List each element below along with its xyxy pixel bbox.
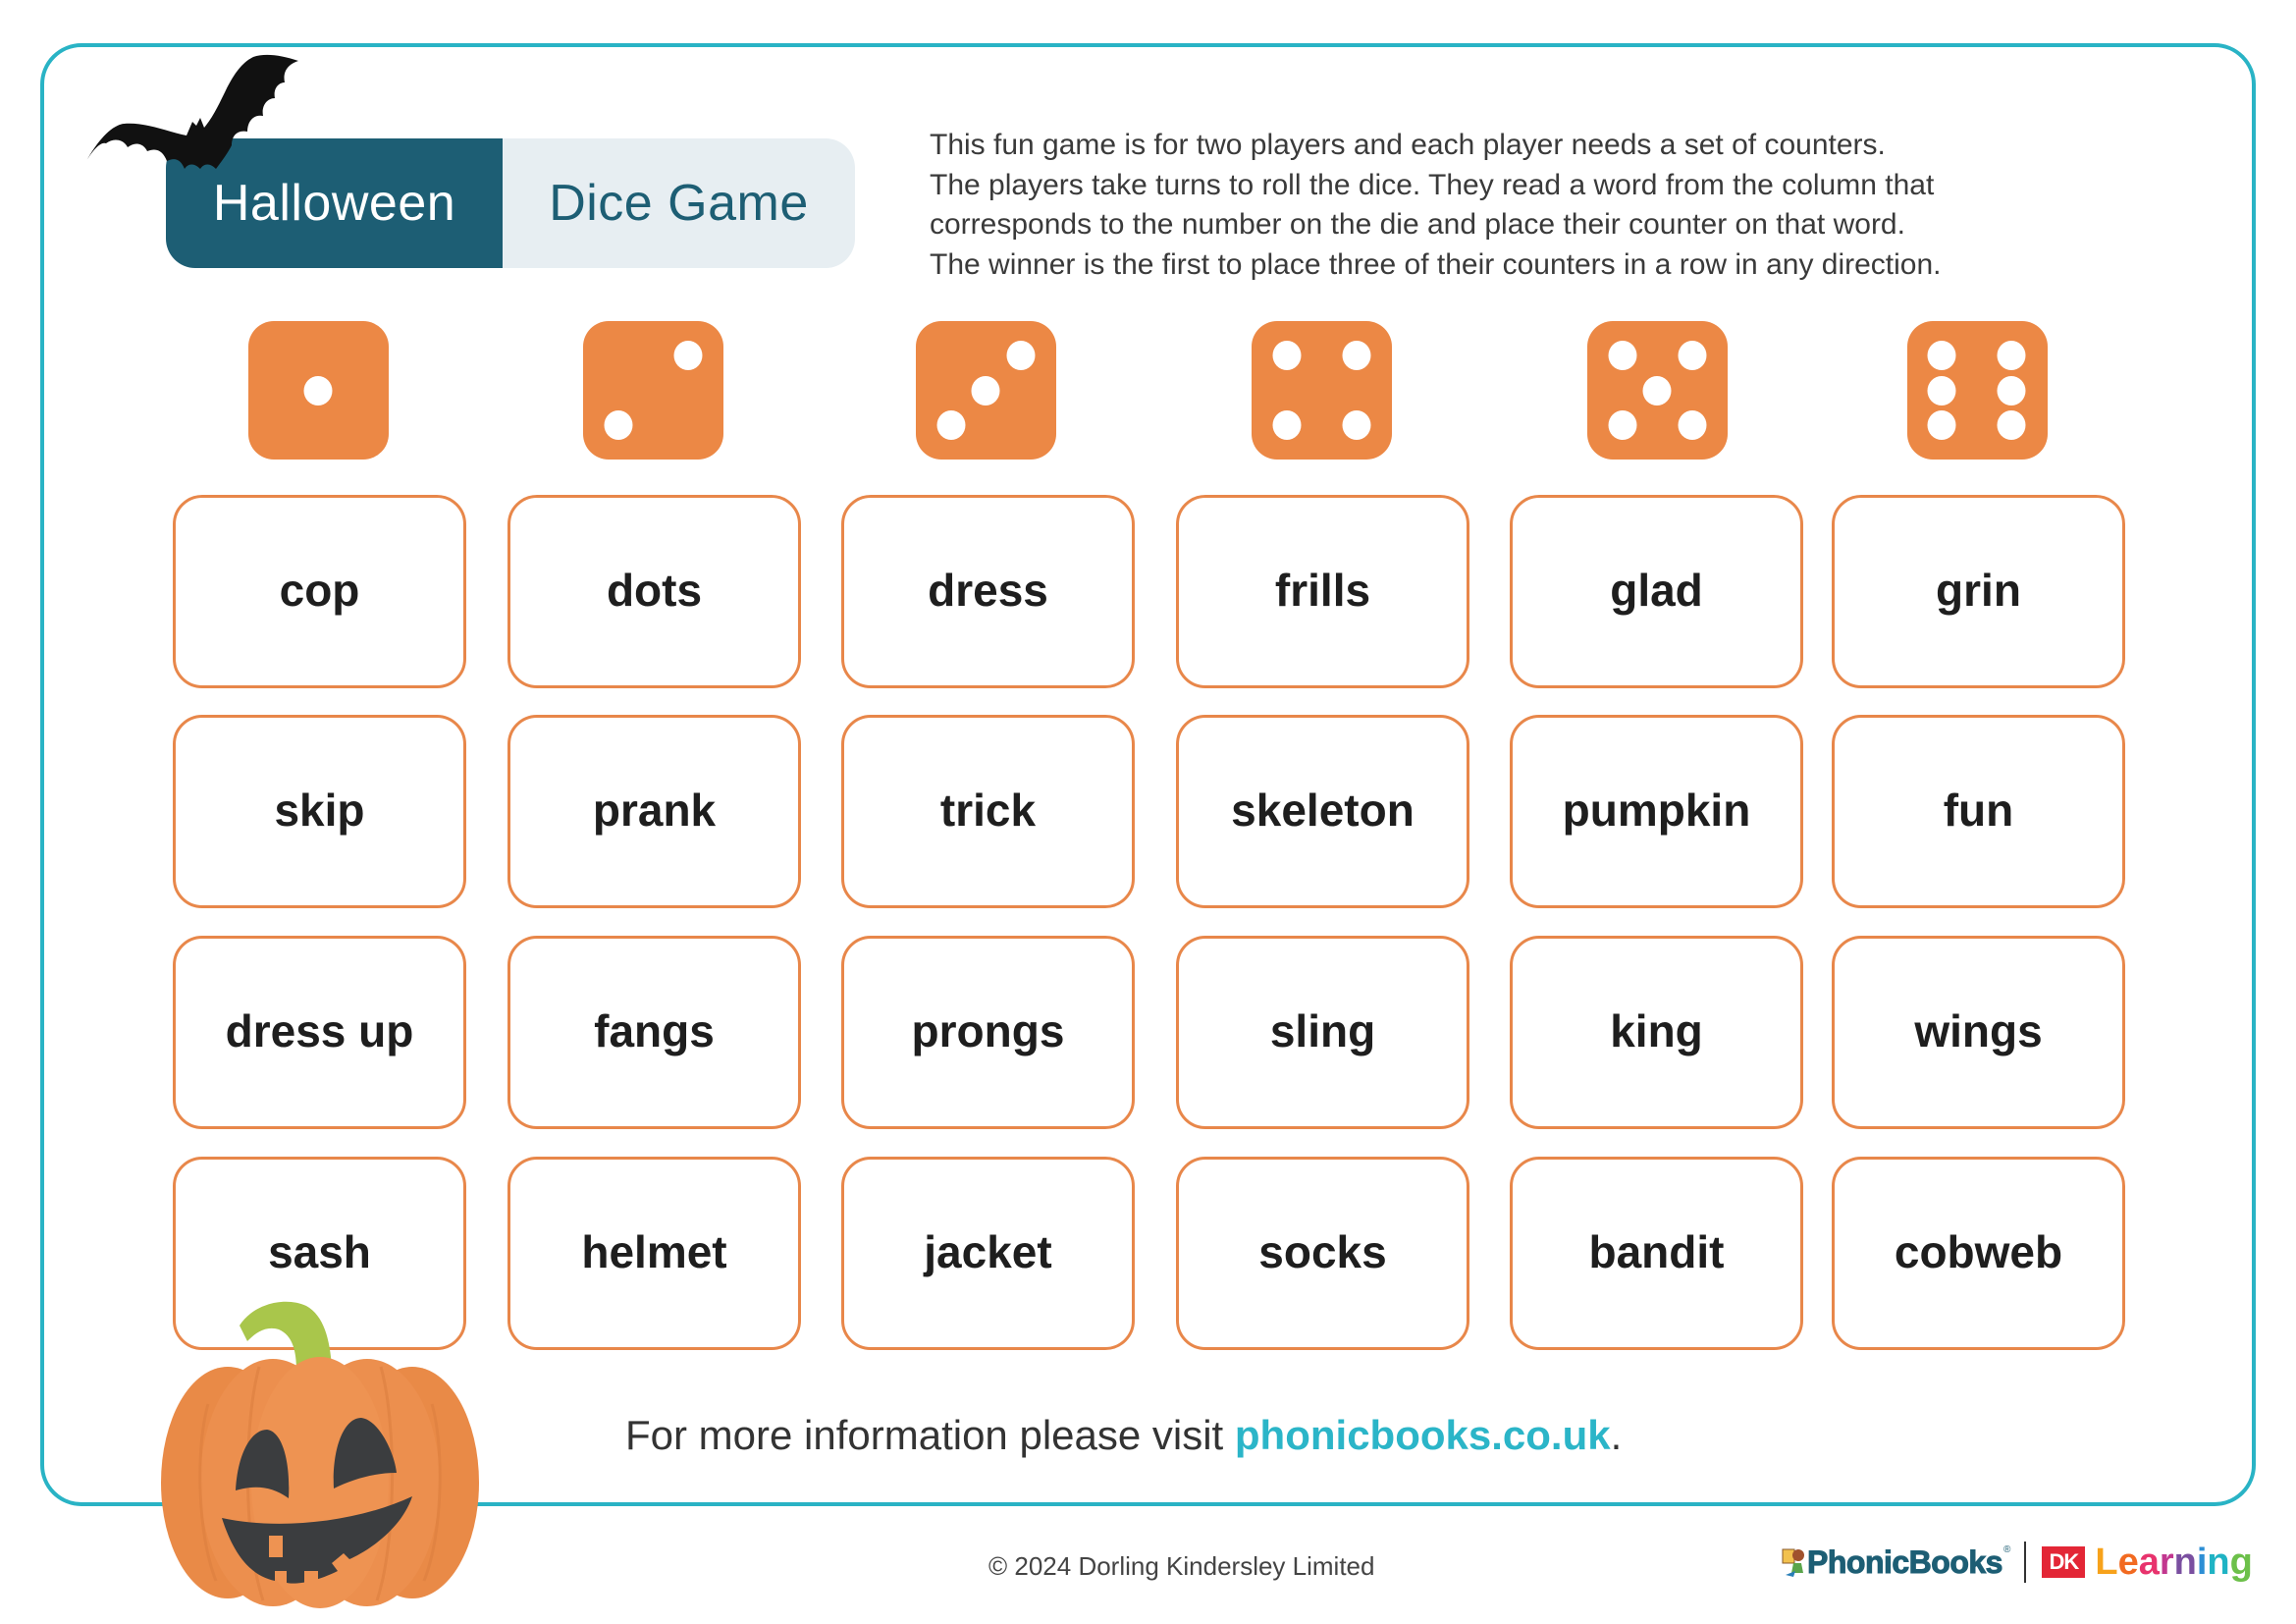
copyright: © 2024 Dorling Kindersley Limited [988, 1551, 1375, 1581]
phonicbooks-mascot-icon [1782, 1545, 1807, 1579]
word-card[interactable] [841, 936, 1135, 1129]
instructions [930, 126, 2108, 285]
pip [1679, 410, 1707, 440]
instructions-line: The players take turns to roll the dice. They read a word from the column that [930, 168, 1935, 201]
learning-letter: a [2138, 1541, 2160, 1583]
die-one-icon [248, 321, 389, 460]
learning-letter: n [2173, 1541, 2197, 1583]
title-halloween: Halloween [166, 138, 503, 268]
pip [1273, 410, 1302, 440]
pip [1928, 410, 1956, 440]
instructions-line: The winner is the first to place three of their counters in a row in any direction. [930, 247, 1942, 281]
word-card[interactable] [1832, 715, 2125, 908]
word-card[interactable] [507, 715, 801, 908]
pip [1609, 341, 1637, 370]
pip [1928, 341, 1956, 370]
word-label: glad [1610, 564, 1703, 616]
publisher-logos [1782, 1538, 2253, 1587]
word-label: pumpkin [1562, 784, 1751, 836]
word-label: cop [279, 564, 360, 616]
word-card[interactable] [1176, 1157, 1469, 1350]
die-two-icon [583, 321, 723, 460]
word-card[interactable] [507, 1157, 801, 1350]
instructions-line: corresponds to the number on the die and place their counter on that word. [930, 208, 1905, 241]
word-card[interactable] [507, 936, 801, 1129]
word-label: king [1610, 1004, 1703, 1056]
word-card[interactable] [1832, 936, 2125, 1129]
word-card[interactable] [1510, 495, 1803, 688]
registered-mark: ® [2002, 1543, 2011, 1555]
learning-letter: e [2117, 1541, 2139, 1583]
pip [1273, 341, 1302, 370]
word-label: skip [274, 784, 365, 836]
pip [1343, 341, 1371, 370]
jack-o-lantern-icon [157, 1296, 483, 1614]
word-label: helmet [581, 1225, 727, 1277]
word-label: sling [1269, 1004, 1376, 1056]
pip [1998, 410, 2026, 440]
instructions-line: This fun game is for two players and each player needs a set of counters. [930, 129, 1886, 161]
title-dice-game: Dice Game [503, 138, 855, 268]
word-card[interactable] [1176, 936, 1469, 1129]
word-label: dress up [225, 1004, 414, 1056]
word-card[interactable] [1832, 495, 2125, 688]
pip [1679, 341, 1707, 370]
pip [937, 410, 966, 440]
learning-letter: n [2207, 1541, 2230, 1583]
word-label: skeleton [1231, 784, 1415, 836]
die-five-icon [1587, 321, 1728, 460]
word-card[interactable] [173, 936, 466, 1129]
word-label: wings [1914, 1004, 2043, 1056]
learning-letter: i [2196, 1541, 2208, 1583]
word-card[interactable] [1832, 1157, 2125, 1350]
dk-logo: DK [2042, 1546, 2085, 1578]
word-label: fangs [594, 1004, 715, 1056]
phonicbooks-logo [1782, 1544, 2010, 1581]
pip [972, 376, 1000, 406]
word-label: prank [592, 784, 717, 836]
die-six-icon [1907, 321, 2048, 460]
word-card[interactable] [173, 715, 466, 908]
learning-logo-text [2095, 1542, 2253, 1584]
pip [1007, 341, 1036, 370]
pip [304, 376, 333, 406]
word-card[interactable] [1176, 495, 1469, 688]
word-label: dots [606, 564, 703, 616]
word-label: cobweb [1894, 1225, 2063, 1277]
word-card[interactable] [1510, 936, 1803, 1129]
word-card[interactable] [1510, 715, 1803, 908]
learning-letter: r [2159, 1541, 2174, 1583]
word-label: fun [1943, 784, 2014, 836]
word-card[interactable] [841, 495, 1135, 688]
more-info-suffix: . [1610, 1412, 1623, 1458]
word-label: trick [939, 784, 1037, 836]
word-card[interactable] [841, 715, 1135, 908]
more-info-text [625, 1412, 1622, 1459]
word-card[interactable] [841, 1157, 1135, 1350]
logo-divider [2024, 1542, 2026, 1583]
pip [1998, 341, 2026, 370]
word-card[interactable] [1176, 715, 1469, 908]
bat-icon [84, 53, 302, 177]
word-label: grin [1936, 564, 2021, 616]
pip [1928, 376, 1956, 406]
word-label: frills [1274, 564, 1371, 616]
pip [1343, 410, 1371, 440]
phonicbooks-logo-text: PhonicBooks [1807, 1543, 2002, 1580]
word-label: prongs [911, 1004, 1065, 1056]
pip [1643, 376, 1672, 406]
word-label: jacket [924, 1225, 1052, 1277]
learning-letter: g [2229, 1541, 2253, 1583]
word-card[interactable] [173, 495, 466, 688]
pip [605, 410, 633, 440]
word-card[interactable] [507, 495, 801, 688]
pip [1998, 376, 2026, 406]
die-four-icon [1252, 321, 1392, 460]
word-label: sash [268, 1225, 371, 1277]
pip [1609, 410, 1637, 440]
word-label: dress [928, 564, 1048, 616]
more-info-label: For more information please visit [625, 1412, 1235, 1458]
pip [674, 341, 703, 370]
phonicbooks-link[interactable]: phonicbooks.co.uk [1234, 1412, 1611, 1458]
word-label: bandit [1588, 1225, 1725, 1277]
learning-letter: L [2095, 1541, 2118, 1583]
word-card[interactable] [1510, 1157, 1803, 1350]
die-three-icon [916, 321, 1056, 460]
word-label: socks [1258, 1225, 1387, 1277]
